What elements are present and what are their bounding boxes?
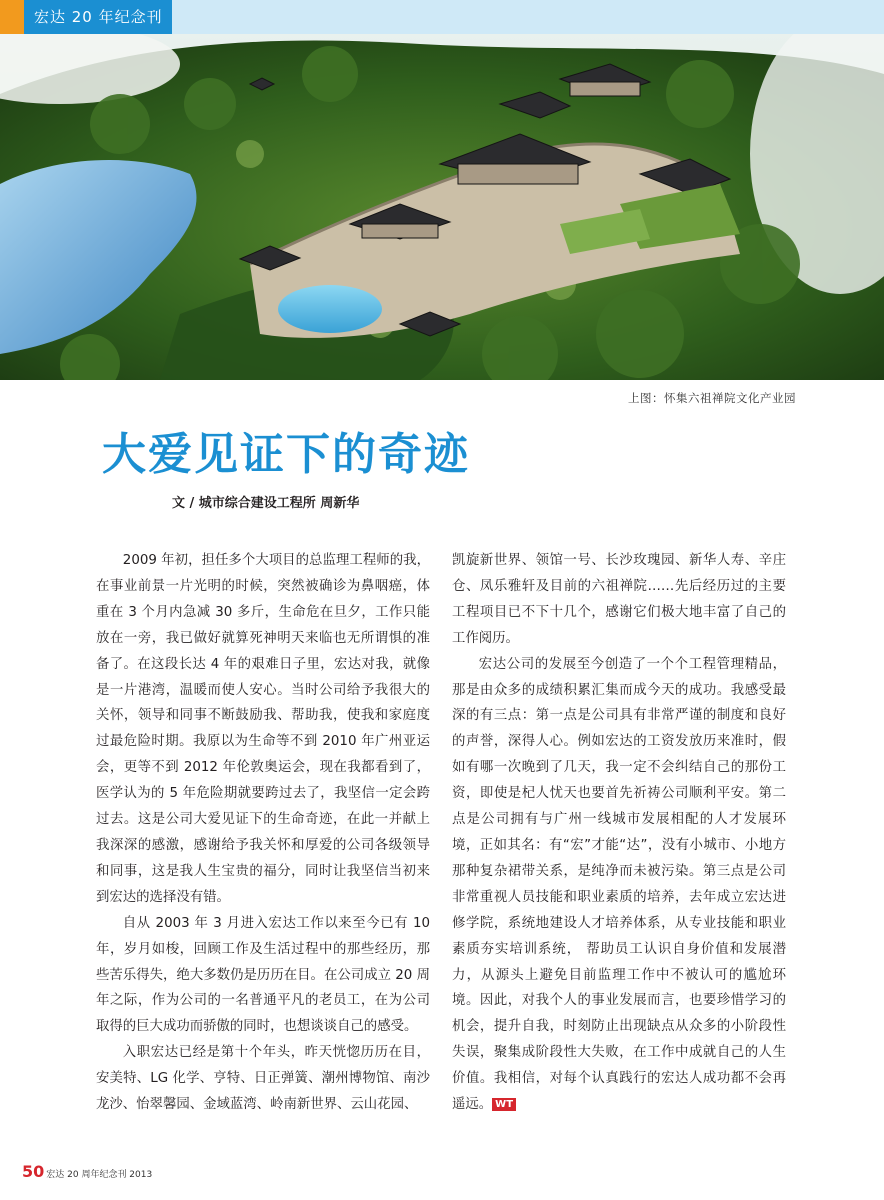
paragraph: 凯旋新世界、领馆一号、长沙玫瑰园、新华人寿、辛庄仓、凤乐雅轩及目前的六祖禅院……先后经历过的主要工程项目已不下十几个，感谢它们极大地丰富了自己的工作阅历。	[452, 553, 786, 646]
paragraph	[452, 652, 786, 1118]
article-column-left	[96, 548, 430, 1118]
header-accent-block	[0, 0, 24, 34]
article-byline: 文 / 城市综合建设工程所 周新华	[172, 496, 360, 511]
page-number: 50	[22, 1162, 45, 1181]
article-column-right	[452, 548, 786, 1118]
paragraph-text: 宏达公司的发展至今创造了一个个工程管理精品，那是由众多的成绩积累汇集而成今天的成功。我感受最深的有三点：第一点是公司具有非常严谨的制度和良好的声誉，深得人心。例如宏达的工资发放历来准时，假如有哪一次晚到了几天，我一定不会纠结自己的那份工资，即使是杞人忧天也要首先祈祷公司顺利平安。第二点是公司拥有与广州一线城市发展相配的人才发展环境，正如其名：有“宏”才能“达”，没有小城市、小地方那种复杂裙带关系，是纯净而未被污染。第三点是公司非常重视人员技能和职业素质的培养，去年成立宏达进修学院，系统地建设人才培养体系，从专业技能和职业素质夯实培训系统， 帮助员工认识自身价值和发展潜力，从源头上避免目前监理工作中不被认可的尴尬环境。因此，对我个人的事业发展而言，也要珍惜学习的机会，提升自我，时刻防止出现缺点从众多的小阶段性失误，聚集成阶段性大失败，在工作中成就自己的人生价值。我相信，对每个认真践行的宏达人成功都不会再遥远。	[452, 656, 786, 1113]
footer-text: 宏达 20 周年纪念刊 2013	[46, 1170, 153, 1180]
paragraph: 入职宏达已经是第十个年头，昨天恍惚历历在目，安美特、LG 化学、亨特、日正弹簧、潮州博物馆、南沙龙沙、怡翠馨园、金域蓝湾、岭南新世界、云山花园、	[96, 1045, 430, 1113]
photo-caption: 上图：怀集六祖禅院文化产业园	[628, 391, 796, 405]
page-footer	[22, 1162, 152, 1181]
temple-aerial-photo	[0, 34, 884, 380]
end-mark: WT	[492, 1098, 516, 1111]
paragraph: 2009 年初，担任多个大项目的总监理工程师的我，在事业前景一片光明的时候，突然被确诊为鼻咽癌，体重在 3 个月内急减 30 多斤，生命危在旦夕，工作只能放在一旁，我已做好就算死神明天来临也无所谓惧的准备了。在这段长达 4 年的艰难日子里，宏达对我，就像是一片港湾，温暖而使人安心。当时公司给予我很大的关怀，领导和同事不断鼓励我、帮助我，使我和家庭度过最危险时期。我原以为生命等不到 2010 年广州亚运会，更等不到 2012 年伦敦奥运会，现在我都看到了，医学认为的 5 年危险期就要跨过去了，我坚信一定会跨过去。这是公司大爱见证下的生命奇迹，在此一并献上我深深的感激，感谢给予我关怀和厚爱的公司各级领导和同事，这是我人生宝贵的福分，同时让我坚信当初来到宏达的选择没有错。	[96, 553, 430, 905]
paragraph: 自从 2003 年 3 月进入宏达工作以来至今已有 10 年，岁月如梭，回顾工作及生活过程中的那些经历，那些苦乐得失，绝大多数仍是历历在目。在公司成立 20 周年之际，作为公司的一名普通平凡的老员工，在为公司取得的巨大成功而骄傲的同时，也想谈谈自己的感受。	[96, 915, 430, 1035]
magazine-label: 宏达 20 年纪念刊	[34, 8, 163, 26]
article-title: 大爱见证下的奇迹	[102, 429, 470, 480]
